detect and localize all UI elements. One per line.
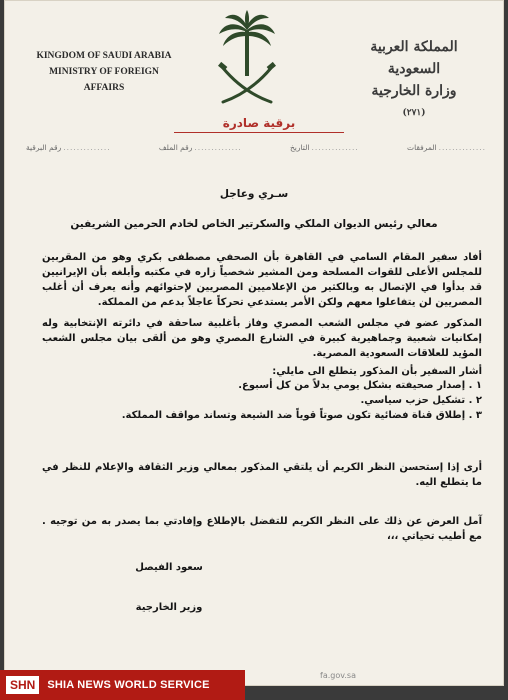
paragraph-1: أفاد سفير المقام السامي في القاهرة بأن الصحفي مصطفى بكري وهو من المقربين للمجلس الأعلى للقوات المسلحة ومن المشير شخصياً زاره في مكتبه وأبلغه بأن الإيرانيين قد بدأوا في الإتصال به وبالكثير من الإعلاميين المصريين لإحتوائهم وأنه يعرف أن أغلب المصريين لن يتفاعلوا معهم ولكن الأمر يستدعي تحركاً عاجلاً بدعم من المملكة.	[42, 252, 482, 308]
header-ar-ministry: وزارة الخارجية	[371, 83, 457, 99]
header-ar-kingdom: المملكة العربية السعودية	[370, 39, 458, 77]
paragraph-3: أشار السفير بأن المذكور يتطلع الى مايلي:	[272, 366, 482, 377]
paragraph-5: آمل العرض عن ذلك على النظر الكريم للتفضل بالإطلاع وإفادتي بما يصدر به من توجيه . مع أطيب تحياتي ،،،	[42, 516, 482, 542]
service-name: SHIA NEWS WORLD SERVICE	[47, 679, 210, 691]
document-type-label: برقية صادرة	[222, 116, 296, 130]
watermark-banner	[0, 670, 245, 700]
website-url: fa.gov.sa	[320, 671, 356, 680]
header-en-ministry: MINISTRY OF FOREIGN AFFAIRS	[49, 67, 159, 93]
paragraph-4: أرى إذا إستحسن النظر الكريم أن يلتقي المذكور بمعالي وزير الثقافة والإعلام للنظر في ما يتطلع اليه.	[42, 462, 482, 488]
list-item: ٣ . إطلاق قناة فضائية تكون صوتاً قوياً ضد الشيعة وتساند مواقف المملكة.	[121, 410, 482, 421]
ref-field-telegram-number: رقم البرقية ..............	[26, 142, 111, 152]
paragraph-2: المذكور عضو في مجلس الشعب المصري وفاز بأغلبية ساحقة في دائرته الإنتخابية وله إمكانيات شعبية وجماهيرية كبيرة في الشارع المصري وهو من ألقى بيان مجلس الشعب المؤيد للعلاقات السعودية المصرية.	[42, 318, 482, 359]
saudi-emblem-icon	[213, 8, 281, 116]
list-item: ٢ . تشكيل حزب سياسي.	[360, 395, 482, 406]
ref-field-date: التاريخ ..............	[289, 142, 359, 152]
header-english	[34, 48, 174, 96]
addressee-line: معالي رئيس الديوان الملكي والسكرتير الخاص لخادم الحرمين الشريفين	[70, 218, 438, 230]
ref-field-attachments: المرفقات ..............	[407, 142, 486, 152]
signature-title: وزير الخارجية	[135, 602, 203, 613]
request-list	[42, 378, 482, 423]
header-en-kingdom: KINGDOM OF SAUDI ARABIA	[36, 51, 172, 61]
shn-logo: SHN	[6, 676, 39, 694]
header-divider	[174, 132, 344, 133]
header-arabic	[344, 36, 484, 124]
list-item: ١ . إصدار صحيفته بشكل يومي بدلاً من كل أسبوع.	[238, 380, 482, 391]
ref-field-file-number: رقم الملف ..............	[158, 142, 242, 152]
classification-label: سـري وعاجل	[219, 188, 289, 200]
reference-fields-row	[26, 140, 486, 154]
header-ar-number: (٢٧١)	[402, 108, 426, 118]
document-page	[4, 0, 504, 686]
signature-name: سعود الفيصل	[135, 562, 203, 573]
